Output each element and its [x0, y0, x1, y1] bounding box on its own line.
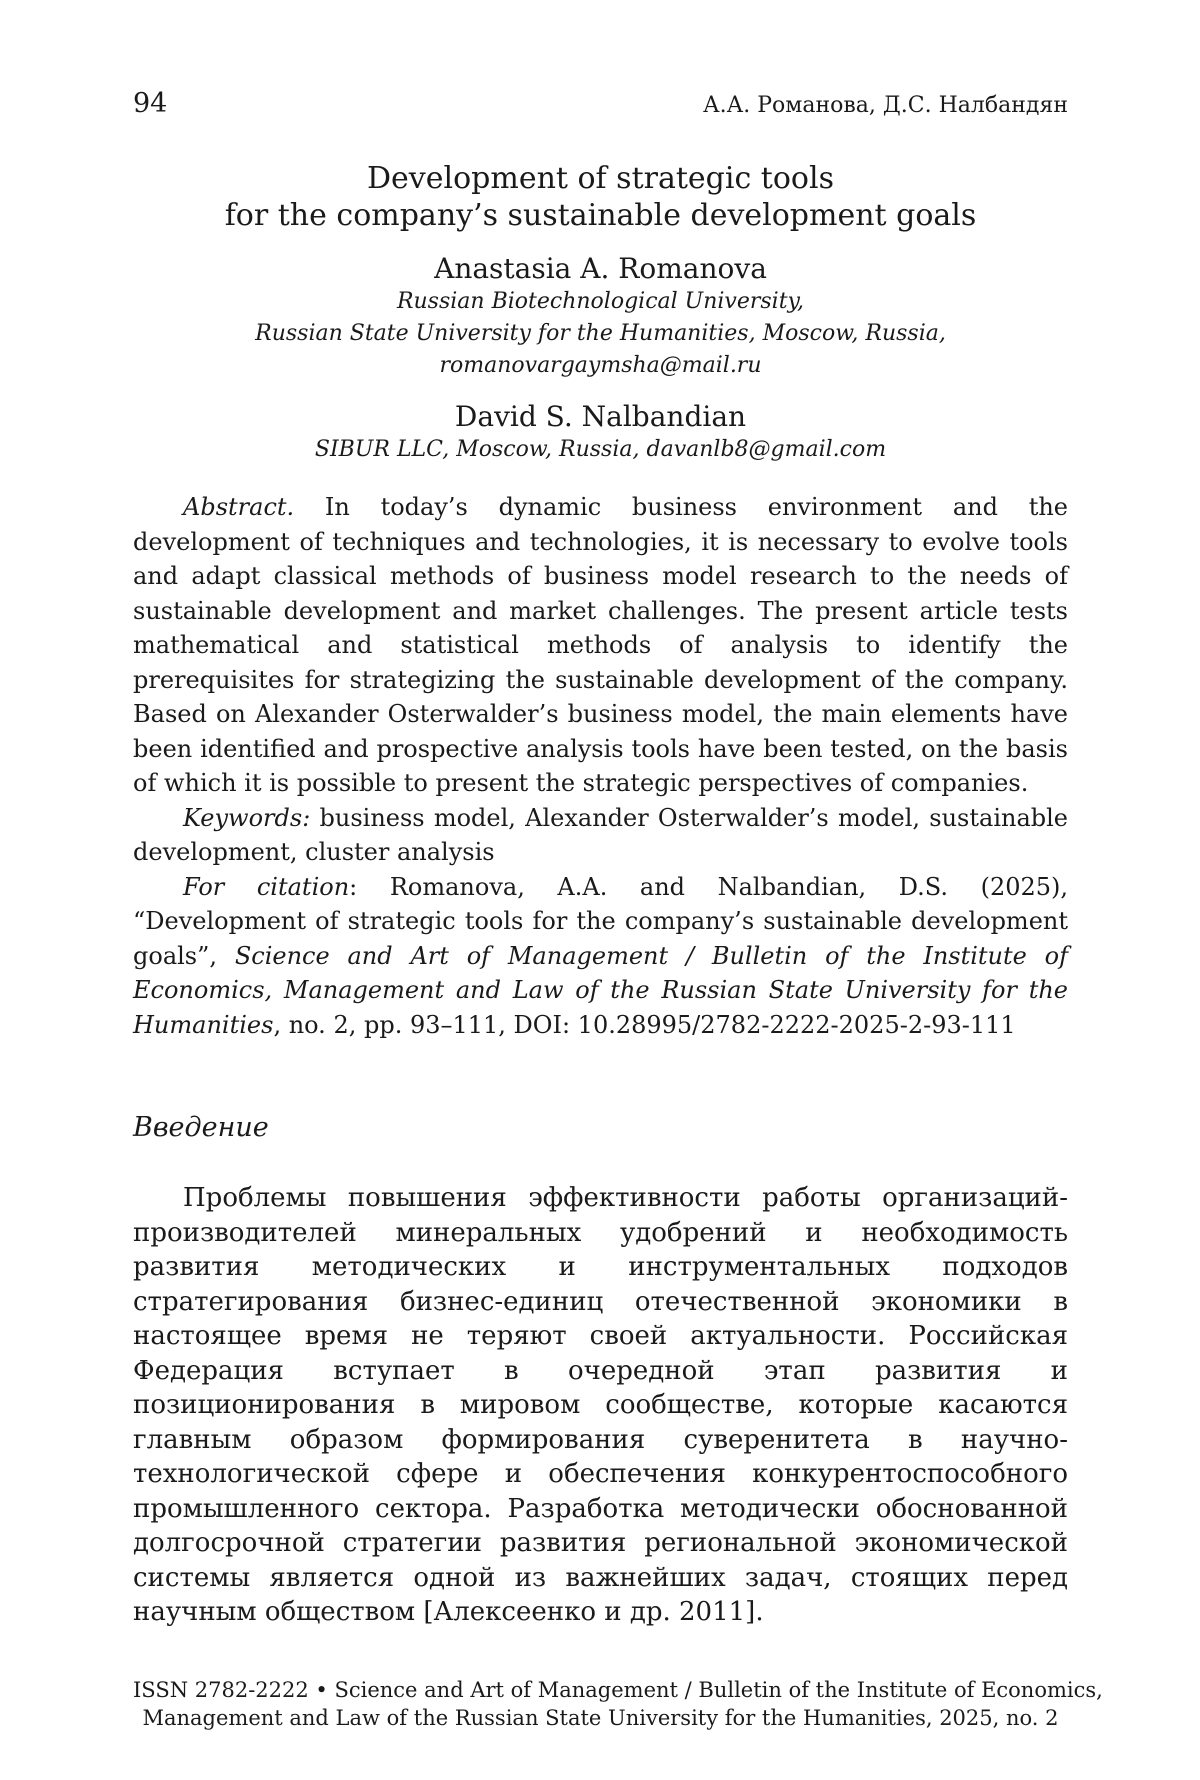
- abstract-text: In today’s dynamic business environment and the development of techniques and technologies, it is necessary to evolve tools and adapt classical methods of business model research to the needs of sustainable development and market challenges. The present article tests mathematical and statistical methods of analysis to identify the prerequisites for strategizing the sustainable development of the company. Based on Alexander Osterwalder’s business model, the main elements have been identified and prospective analysis tools have been tested, on the basis of which it is possible to present the strategic perspectives of companies.: [133, 493, 1068, 797]
- section-heading: Введение: [133, 1112, 269, 1143]
- author-block: [133, 400, 1068, 466]
- author-affiliation: Russian Biotechnological University,: [396, 289, 805, 314]
- author-name: David S. Nalbandian: [454, 400, 747, 433]
- footer-line: ISSN 2782-2222 • Science and Art of Management / Bulletin of the Institute of Economics,: [133, 1678, 1103, 1702]
- citation-details: , no. 2, pp. 93–111, DOI: 10.28995/2782-2222-2025-2-93-111: [273, 1010, 1016, 1039]
- abstract-label: Abstract.: [183, 493, 295, 521]
- author-affiliation: Russian State University for the Humanities, Moscow, Russia,: [255, 321, 946, 346]
- author-name: Anastasia A. Romanova: [434, 252, 767, 285]
- citation-journal: Science and Art of Management / Bulletin of the Institute of Economics, Management and Law of the Russian State University for the Humanities: [133, 941, 1069, 1039]
- keywords-text: business model, Alexander Osterwalder’s model, sustainable development, cluster analysis: [133, 803, 1068, 866]
- citation: [133, 870, 1068, 1043]
- page-footer: [133, 1676, 1103, 1732]
- article-title-line: for the company’s sustainable development goals: [224, 198, 977, 233]
- page: [133, 88, 1068, 1630]
- page-number: 94: [133, 88, 168, 119]
- keywords-label: Keywords:: [183, 803, 311, 832]
- body-text: [133, 1181, 1068, 1630]
- body-paragraph: Проблемы повышения эффективности работы организаций-производителей минеральных удобрений и необходимость развития методических и инструментальных подходов стратегирования бизнес-единиц отечественной экономики в настоящее время не теряют своей актуальности. Российская Федерация вступает в очередной этап развития и позиционирования в мировом сообществе, которые касаются главным образом формирования суверенитета в научно-технологической сфере и обеспечения конкурентоспособного промышленного сектора. Разработка методически обоснованной долгосрочной стратегии развития региональной экономической системы является одной из важнейших задач, стоящих перед научным обществом [Алексеенко и др. 2011].: [133, 1183, 1068, 1627]
- abstract: [133, 490, 1068, 801]
- running-head: [133, 88, 1068, 124]
- citation-label: For citation: [183, 872, 350, 901]
- author-affiliation: SIBUR LLC, Moscow, Russia, davanlb8@gmail.com: [314, 437, 887, 462]
- author-email: romanovargaymsha@mail.ru: [439, 353, 762, 378]
- article-title-line: Development of strategic tools: [367, 161, 834, 196]
- author-block: [133, 252, 1068, 382]
- abstract-section: [133, 490, 1068, 1042]
- keywords: [133, 801, 1068, 870]
- footer-line: Management and Law of the Russian State University for the Humanities, 2025, no. 2: [142, 1706, 1059, 1730]
- article-title: [133, 160, 1068, 234]
- running-head-authors: А.А. Романова, Д.С. Налбандян: [702, 93, 1068, 118]
- citation-text: : Romanova, A.A. and Nalbandian, D.S. (2025), “Development of strategic tools for the company’s sustainable development goals”,: [133, 872, 1069, 970]
